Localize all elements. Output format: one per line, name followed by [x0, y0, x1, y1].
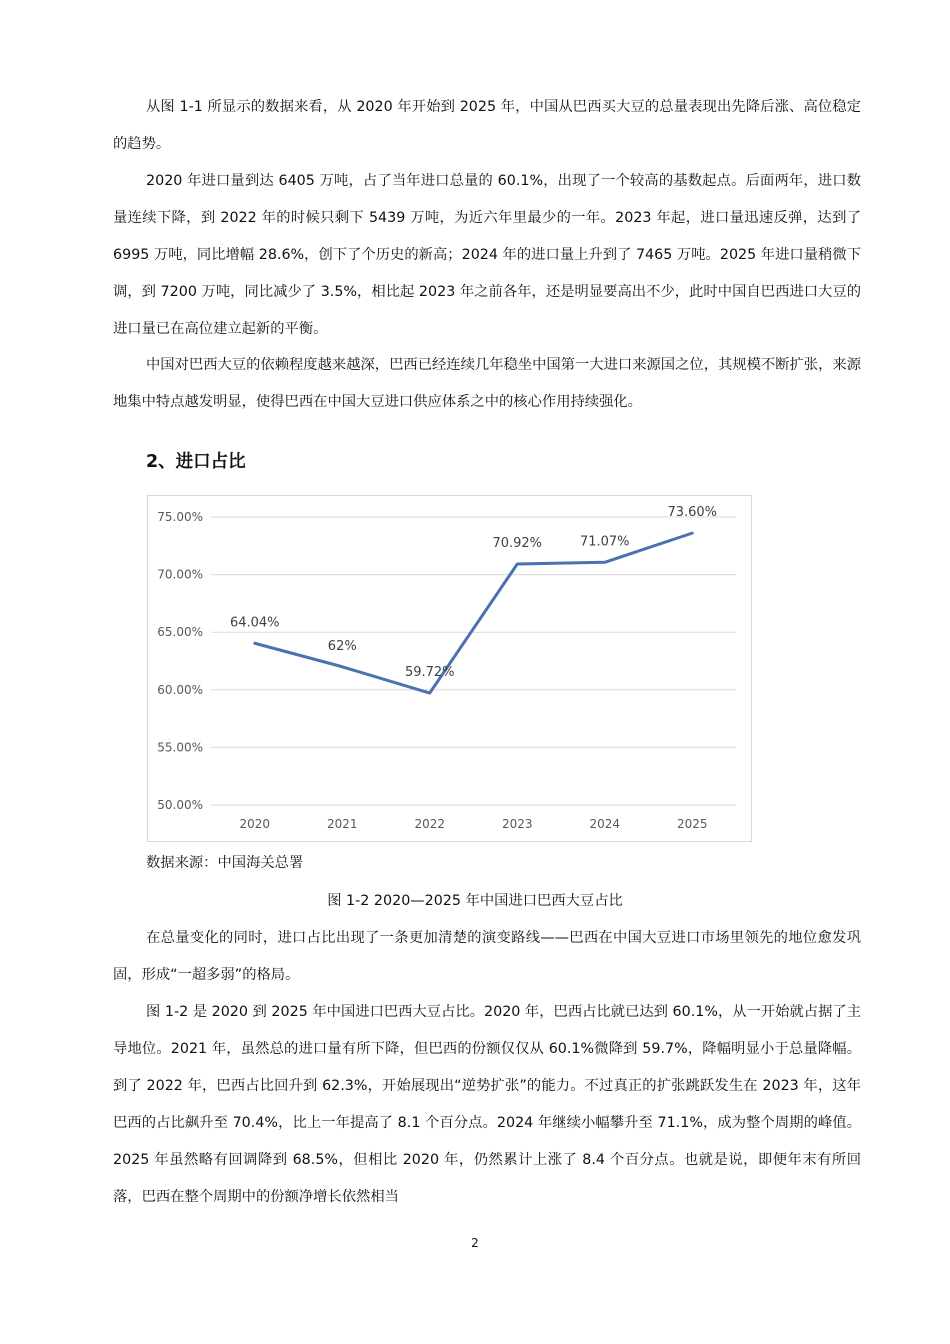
x-tick-label: 2025: [676, 817, 708, 831]
x-tick-label: 2021: [326, 817, 358, 831]
data-label: 59.72%: [404, 665, 455, 681]
y-tick-label: 65.00%: [157, 625, 203, 640]
line-chart: [148, 496, 753, 843]
data-label: 70.92%: [492, 536, 543, 552]
figure-caption: 图 1-2 2020—2025 年中国进口巴西大豆占比: [327, 893, 623, 909]
x-tick-label: 2024: [589, 817, 621, 831]
y-tick-label: 50.00%: [157, 798, 203, 812]
data-label: 73.60%: [667, 505, 718, 521]
x-tick-label: 2022: [414, 817, 446, 831]
y-tick-label: 70.00%: [157, 567, 203, 582]
x-tick-label: 2020: [239, 817, 271, 831]
y-tick-label: 60.00%: [157, 682, 203, 697]
data-label: 62%: [327, 638, 357, 654]
data-source-note: 数据来源：中国海关总署: [146, 855, 304, 871]
import-share-chart: [147, 495, 752, 842]
paragraph-import-volume: 2020 年进口量到达 6405 万吨，占了当年进口总量的 60.1%，出现了一个较高的基数起点。后面两年，进口数量连续下降，到 2022 年的时候只剩下 5439 万吨，为近六年里最少的一年。2023 年起，进口量迅速反弹，达到了 6995 万吨，同比增幅 28.6%，创下了个历史的新高；2024 年的进口量上升到了 7465 万吨。2025 年进口量稍微下调，到 7200 万吨，同比减少了 3.5%，相比起 2023 年之前各年，还是明显要高出不少，此时中国自巴西进口大豆的进口量已在高位建立起新的平衡。: [113, 173, 861, 337]
paragraph-trend-summary: 从图 1-1 所显示的数据来看，从 2020 年开始到 2025 年，中国从巴西买大豆的总量表现出先降后涨、高位稳定的趋势。: [113, 99, 861, 152]
page-number: 2: [471, 1236, 479, 1250]
x-tick-label: 2023: [501, 817, 533, 831]
section-heading: 2、进口占比: [146, 452, 246, 472]
y-tick-label: 55.00%: [157, 740, 203, 755]
y-tick-label: 75.00%: [157, 510, 203, 524]
paragraph-share-details: 图 1-2 是 2020 到 2025 年中国进口巴西大豆占比。2020 年，巴西占比就已达到 60.1%，从一开始就占据了主导地位。2021 年，虽然总的进口量有所下降，但巴西的份额仅仅从 60.1%微降到 59.7%，降幅明显小于总量降幅。到了 2022 年，巴西占比回升到 62.3%，开始展现出“逆势扩张”的能力。不过真正的扩张跳跃发生在 2023 年，这年巴西的占比飙升至 70.4%，比上一年提高了 8.1 个百分点。2024 年继续小幅攀升至 71.1%，成为整个周期的峰值。2025 年虽然略有回调降到 68.5%，但相比 2020 年，仍然累计上涨了 8.4 个百分点。也就是说，即便年末有所回落，巴西在整个周期中的份额净增长依然相当: [113, 1004, 861, 1205]
paragraph-dependence: 中国对巴西大豆的依赖程度越来越深，巴西已经连续几年稳坐中国第一大进口来源国之位，其规模不断扩张，来源地集中特点越发明显，使得巴西在中国大豆进口供应体系之中的核心作用持续强化。: [113, 357, 861, 410]
data-label: 71.07%: [579, 534, 630, 550]
paragraph-share-evolution: 在总量变化的同时，进口占比出现了一条更加清楚的演变路线——巴西在中国大豆进口市场里领先的地位愈发巩固，形成“一超多弱”的格局。: [113, 930, 861, 983]
data-label: 64.04%: [229, 615, 280, 631]
series-line: [255, 533, 693, 693]
